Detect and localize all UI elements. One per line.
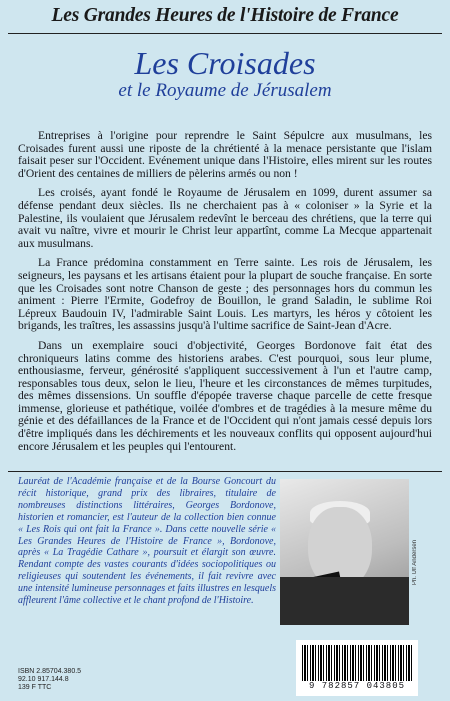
paragraph: Entreprises à l'origine pour reprendre le Saint Sépulcre aux musulmans, les Croisades furent aussi une riposte de la chrétienté à la menace persistante que l'islam faisait peser sur l'Occident. Evénement unique dans l'Histoire, elles mirent sur les routes d'Orient des centaines de milliers de pèlerins armés ou non ! (18, 129, 432, 180)
paragraph: Dans un exemplaire souci d'objectivité, Georges Bordonove fait état des chroniqueurs latins comme des historiens arabes. C'est pourquoi, sous leur plume, enthousiasme, ferveur, générosité s'appliquent successivement à l'un et l'autre camp, responsables tous deux, selon le lieu, l'heure et les circonstances de mêmes turpitudes, des mêmes dissensions. Un souffle d'épopée traverse chaque parcelle de cette fresque immense, glorieuse et pathétique, voilée d'ombres et de tragédies à la mesure même du génie et des défaillances de la France et de l'Occident qui n'ont jamais cessé depuis lors d'être impliqués dans les déchirements et les nouveaux conflits qui opposent aujourd'hui encore Jérusalem et les peuples qui l'entourent. (18, 338, 432, 453)
photo-credit: Ph. Ulf Andersen (412, 540, 418, 586)
photo-coat (280, 577, 409, 625)
price: 139 F TTC (18, 684, 52, 691)
author-bio: Lauréat de l'Académie française et de la Bourse Goncourt du récit historique, grand prix des libraires, titulaire de nombreuses distinctions littéraires, Georges Bordonove, historien et romancier, est l'auteur de la collection bien connue « Les Rois qui ont fait la France ». Dans cette nouvelle série « Les Grandes Heures de l'Histoire de France », Bordonove, après « La Tragédie Cathare », poursuit et élargit son œuvre. Rendant compte des vastes courants d'idées sociopolitiques ou religieuses qui soutendent les événements, il fait revivre avec une intensité lumineuse personnages et faits illustres en lesquels affleurent l'âme collective et le chant profond de l'Histoire. (18, 476, 276, 607)
isbn: ISBN 2.85704.380.5 (18, 668, 82, 675)
series-title: Les Grandes Heures de l'Histoire de France (51, 5, 399, 26)
catalog-numbers: 92.10 917.144.8 (18, 676, 69, 683)
publication-info (18, 668, 81, 692)
book-title: Les Croisades (134, 45, 316, 81)
paragraph: La France prédomina constamment en Terre sainte. Les rois de Jérusalem, les seigneurs, les paysans et les artisans étaient pour la plupart de souche française. En sorte que les Croisades sont notre Chanson de geste ; des personnages hors du commun les animent : Pierre l'Ermite, Godefroy de Bouillon, le grand Saladin, le sublime Roi Lépreux Baudouin IV, l'admirable Saint Louis. Les martyrs, les héros y côtoient les brigands, les traîtres, les assassins jusqu'à l'ultime sacrifice de Saint-Jean d'Acre. (18, 256, 432, 333)
middle-divider (8, 471, 442, 472)
barcode-number: 9 782857 043805 (308, 681, 405, 691)
paragraph: Les croisés, ayant fondé le Royaume de Jérusalem en 1099, durent assumer sa défense pendant deux siècles. Ils ne cherchaient pas à « coloniser » la Syrie et la Palestine, ils voulaient que Jérusalem redevînt le berceau des chrétiens, que la terre qui avait vu naître, vivre et mourir le Christ leur appartînt, comme La Mecque appartenait aux musulmans. (18, 186, 432, 250)
barcode (296, 640, 418, 696)
top-divider (8, 33, 442, 34)
back-cover-text (18, 130, 432, 460)
book-subtitle: et le Royaume de Jérusalem (118, 80, 332, 101)
barcode-bars (302, 645, 412, 681)
author-photo (280, 479, 409, 625)
